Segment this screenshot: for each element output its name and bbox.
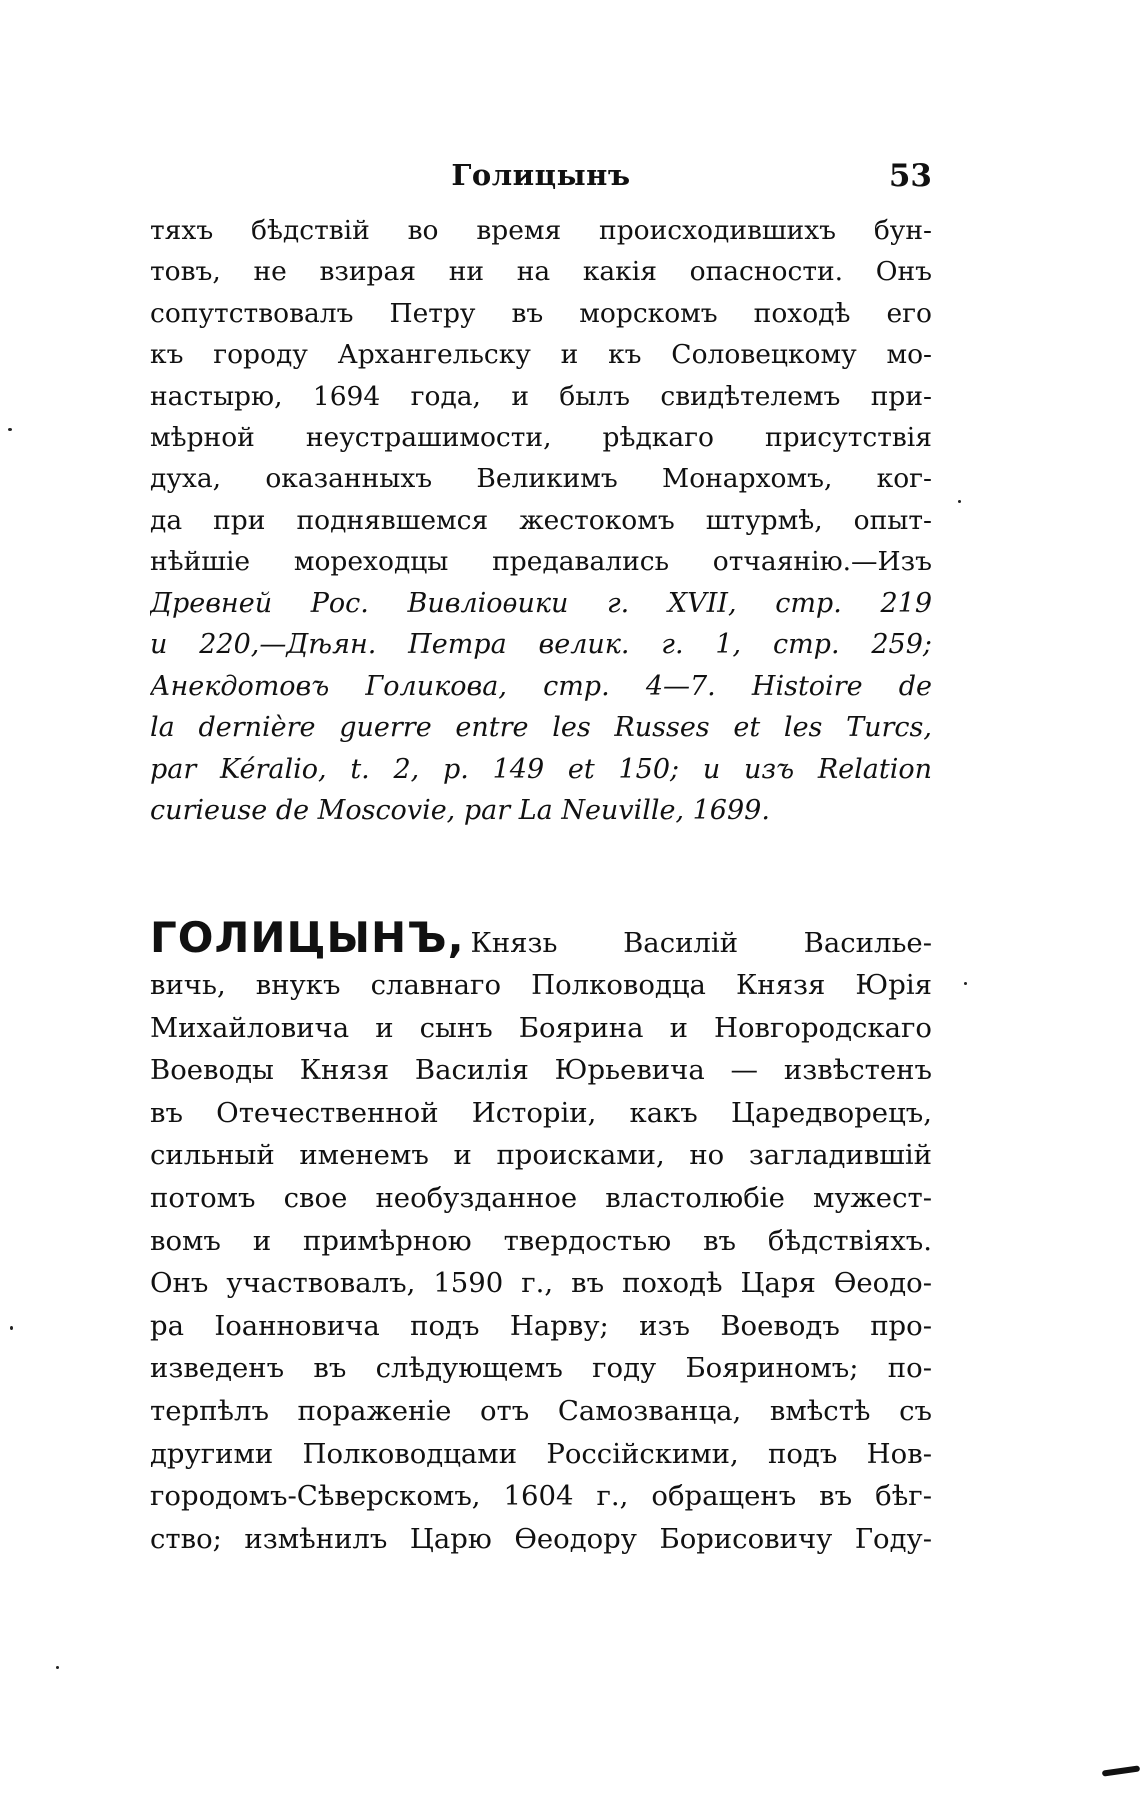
citation-line: par Kéralio, t. 2, p. 149 et 150; и изъ Relation: [150, 753, 932, 785]
entry-headword: ГОЛИЦЫНЪ,: [150, 913, 465, 962]
text-line: ство; измѣнилъ Царю Ѳеодору Борисовичу Году-: [150, 1522, 932, 1555]
running-title: Голицынъ: [451, 158, 631, 192]
scan-speck: [958, 500, 961, 503]
text-line: настырю, 1694 года, и былъ свидѣтелемъ при-: [150, 380, 932, 412]
text-line: Воеводы Князя Василія Юрьевича — извѣстенъ: [150, 1054, 932, 1087]
entry-first-line-text: Князь Василій Василье-: [470, 927, 932, 959]
text-line: городомъ-Сѣверскомъ, 1604 г., обращенъ въ бѣг-: [150, 1480, 932, 1513]
citation-line: Древней Рос. Вивліоѳики г. XVII, стр. 219: [150, 588, 932, 619]
text-line: сильный именемъ и происками, но загладившій: [150, 1139, 932, 1172]
text-line: въ Отечественной Исторіи, какъ Царедворецъ,: [150, 1096, 932, 1129]
text-line: тяхъ бѣдствій во время происходившихъ бун-: [150, 215, 932, 246]
scan-speck: [10, 1326, 13, 1330]
text-line: потомъ свое необузданное властолюбіе мужест-: [150, 1181, 932, 1214]
scan-speck: [8, 428, 12, 431]
text-line: Михайловича и сынъ Боярина и Новгородскаго: [150, 1011, 932, 1044]
continued-paragraph: [150, 210, 932, 583]
text-line: мѣрной неустрашимости, рѣдкаго присутствія: [150, 421, 932, 453]
source-citation: [150, 583, 932, 831]
text-line: терпѣлъ пораженіе отъ Самозванца, вмѣстѣ съ: [150, 1394, 932, 1427]
scan-speck: [56, 1666, 59, 1669]
text-line: къ городу Архангельску и къ Соловецкому мо-: [150, 339, 932, 371]
citation-line: curieuse de Moscovie, par La Neuville, 1699.: [150, 794, 770, 826]
text-line: да при поднявшемся жестокомъ штурмѣ, опыт-: [150, 504, 932, 536]
citation-line: и 220,—Дѣян. Петра велик. г. 1, стр. 259;: [150, 629, 932, 661]
text-line: товъ, не взирая ни на какія опасности. Онъ: [150, 256, 932, 288]
citation-line: Анекдотовъ Голикова, стр. 4—7. Histoire de: [150, 670, 932, 702]
text-line: ра Іоанновича подъ Нарву; изъ Воеводъ про-: [150, 1309, 932, 1342]
running-head: [150, 158, 932, 198]
text-line: другими Полководцами Россійскими, подъ Нов-: [150, 1437, 932, 1470]
text-line: вичь, внукъ славнаго Полководца Князя Юрія: [150, 969, 932, 1001]
scan-edge-mark: [1102, 1765, 1140, 1776]
text-line: нѣйшіе мореходцы предавались отчаянію.—Изъ: [150, 546, 932, 578]
entry-first-line: [150, 912, 932, 964]
text-line: изведенъ въ слѣдующемъ году Бояриномъ; по-: [150, 1352, 932, 1385]
citation-line: la dernière guerre entre les Russes et les Turcs,: [150, 712, 932, 744]
text-line: духа, оказанныхъ Великимъ Монархомъ, ког-: [150, 463, 932, 495]
text-line: вомъ и примѣрною твердостью въ бѣдствіяхъ.: [150, 1224, 932, 1257]
scan-speck: [964, 982, 967, 985]
page-number: 53: [888, 158, 932, 194]
text-line: Онъ участвовалъ, 1590 г., въ походѣ Царя Ѳеодо-: [150, 1267, 932, 1300]
text-line: сопутствовалъ Петру въ морскомъ походѣ его: [150, 297, 932, 329]
dictionary-entry: [150, 912, 932, 1560]
